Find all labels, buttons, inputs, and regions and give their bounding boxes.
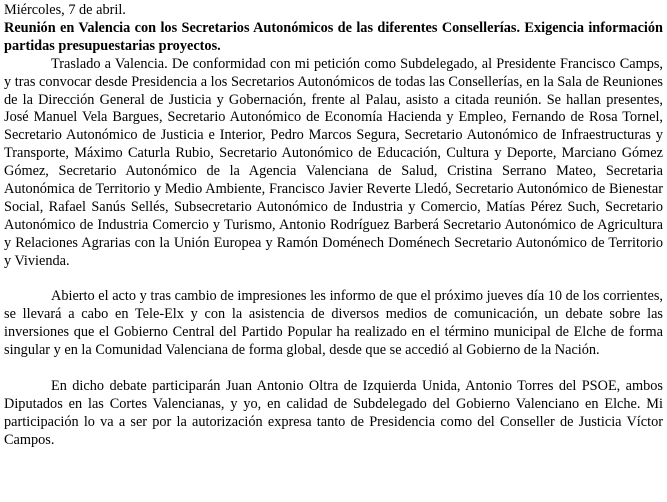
paragraph-debate-participants: En dicho debate participarán Juan Antonio Oltra de Izquierda Unida, Antonio Torres del PSOE, ambos Diputados en las Cortes Valencianas, y yo, en calidad de Subdelegado del Gobierno Valenciano en Elche. Mi participación lo va a ser por la autorización expresa tanto de Presidencia como del Conseller de Justicia Víctor Campos. xyxy=(4,378,663,448)
paragraph-meeting-attendees: Traslado a Valencia. De conformidad con mi petición como Subdelegado, al Presidente Francisco Camps, y tras convocar desde Presidencia a los Secretarios Autonómicos de todas las Consellerías, en la Sala de Reuniones de la Dirección General de Justicia y Gobernación, frente al Palau, asisto a citada reunión. Se hallan presentes, José Manuel Vela Bargues, Secretario Autonómico de Economía Hacienda y Empleo, Fernando de Rosa Tornel, Secretario Autonómico de Justicia e Interior, Pedro Marcos Segura, Secretario Autonómico de Infraestructuras y Transporte, Máximo Caturla Rubio, Secretario Autonómico de Educación, Cultura y Deporte, Marciano Gómez Gómez, Secretario Autonómico de la Agencia Valenciana de Salud, Cristina Serrano Mateo, Secretaria Autonómica de Territorio y Medio Ambiente, Francisco Javier Reverte Lledó, Secretario Autonómico de Bienestar Social, Rafael Sanús Sellés, Subsecretario Autonómico de Industria y Comercio, Matías Pérez Such, Secretario Autonómico de Industria Comercio y Turismo, Antonio Rodríguez Barberá Secretario Autonómico de Agricultura y Relaciones Agrarias con la Unión Europea y Ramón Doménech Doménech Secretario Autonómico de Territorio y Vivienda. xyxy=(4,55,663,269)
paragraph-spacer xyxy=(4,360,663,378)
document-heading: Reunión en Valencia con los Secretarios Autonómicos de las diferentes Consellerías. Exigencia información partidas presupuestarias proyectos. xyxy=(4,19,663,54)
paragraph-debate-announcement: Abierto el acto y tras cambio de impresiones les informo de que el próximo jueves día 10 de los corrientes, se llevará a cabo en Tele-Elx y con la asistencia de diversos medios de comunicación, un debate sobre las inversiones que el Gobierno Central del Partido Popular ha realizado en el término municipal de Elche de forma singular y en la Comunidad Valenciana de forma global, desde que se accedió al Gobierno de la Nación. xyxy=(4,288,663,359)
document-date: Miércoles, 7 de abril. xyxy=(4,2,126,18)
paragraph-spacer xyxy=(4,271,663,289)
